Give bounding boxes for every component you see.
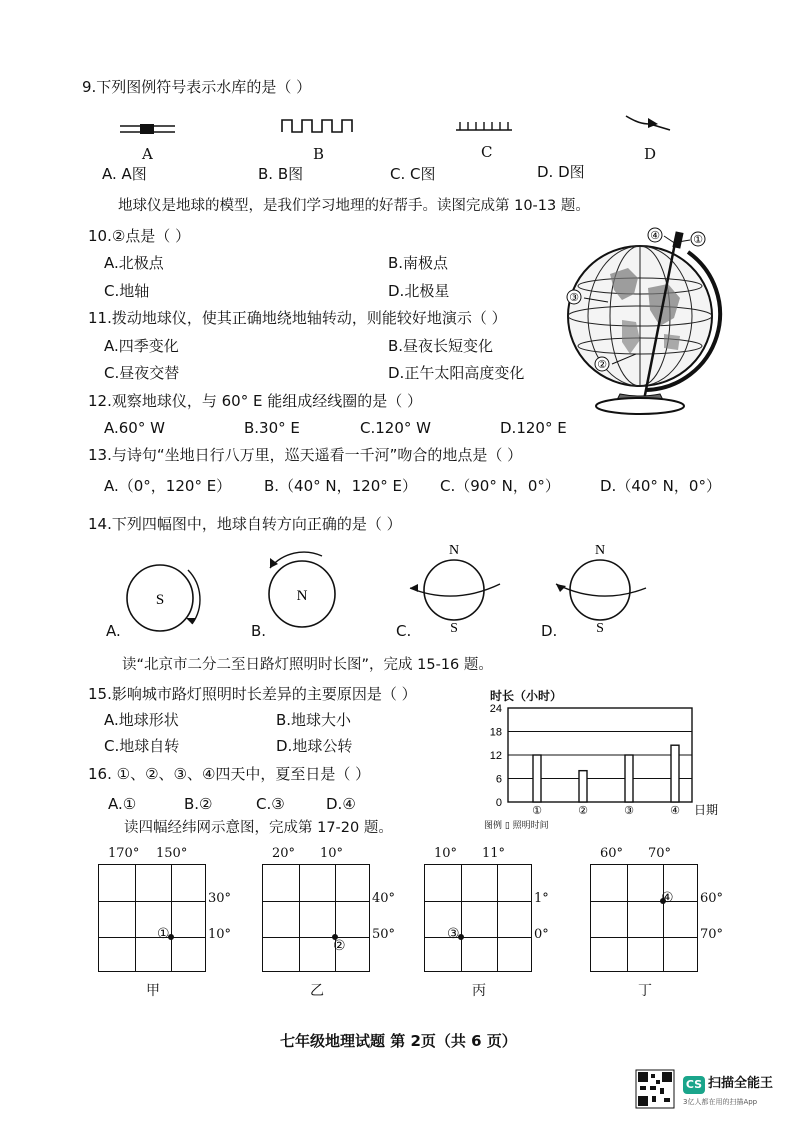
legend-symbol-c bbox=[456, 118, 516, 134]
parallel-line bbox=[263, 901, 369, 902]
q11-option-a: A.四季变化 bbox=[104, 337, 179, 355]
grid-right-label: 50° bbox=[372, 927, 396, 942]
rotation-figure-c bbox=[400, 540, 510, 640]
parallel-line bbox=[425, 901, 531, 902]
meridian-line bbox=[663, 865, 664, 971]
chart-bar bbox=[625, 755, 633, 802]
q13-stem: 13.与诗句“坐地日行八万里，巡天遥看一千河”吻合的地点是（ ） bbox=[88, 446, 523, 464]
rotation-figure-b bbox=[262, 556, 352, 636]
legend-symbol-d bbox=[624, 112, 674, 134]
q15-option-d: D.地球公转 bbox=[276, 737, 353, 755]
globe-marker-4: ④ bbox=[650, 229, 660, 242]
q16-option-a: A.① bbox=[108, 795, 137, 813]
chart-ytick: 6 bbox=[495, 773, 502, 786]
q14-option-d: D. bbox=[541, 622, 558, 640]
chart-ytick: 18 bbox=[489, 726, 502, 739]
scanner-tagline: 3亿人都在用的扫描App bbox=[683, 1098, 758, 1106]
q13-option-d: D.（40° N，0°） bbox=[600, 477, 721, 495]
q14-option-b: B. bbox=[251, 622, 267, 640]
lat-lon-grid-1 bbox=[98, 864, 206, 972]
scanner-app-name: 扫描全能王 bbox=[708, 1076, 774, 1091]
globe-figure bbox=[560, 224, 730, 414]
chart-bar bbox=[579, 771, 587, 802]
q11-option-b: B.昼夜长短变化 bbox=[388, 337, 494, 355]
q15-option-a: A.地球形状 bbox=[104, 711, 179, 729]
lighting-hours-chart bbox=[470, 700, 730, 840]
q13-option-b: B.（40° N，120° E） bbox=[264, 477, 418, 495]
grid-name: 甲 bbox=[146, 983, 160, 999]
q9-figure-label-d: D bbox=[644, 145, 657, 163]
pole-label-c-top: N bbox=[448, 543, 460, 558]
q10-option-a: A.北极点 bbox=[104, 254, 164, 272]
grid-top-label: 10° bbox=[320, 846, 344, 861]
grid-right-label: 60° bbox=[700, 891, 724, 906]
q15-option-b: B.地球大小 bbox=[276, 711, 352, 729]
chart-ytick: 0 bbox=[495, 797, 502, 809]
legend-symbol-b bbox=[282, 116, 356, 136]
intro-10-13: 地球仪是地球的模型，是我们学习地理的好帮手。读图完成第 10-13 题。 bbox=[118, 198, 590, 214]
grid-right-label: 30° bbox=[208, 891, 232, 906]
q9-option-c: C. C图 bbox=[390, 165, 436, 183]
q12-stem: 12.观察地球仪，与 60° E 能组成经线圈的是（ ） bbox=[88, 392, 422, 410]
grid-top-label: 150° bbox=[156, 846, 188, 861]
pole-label-d-top: N bbox=[594, 543, 606, 558]
grid-top-label: 60° bbox=[600, 846, 624, 861]
chart-xtick: ① bbox=[532, 805, 542, 817]
chart-bar bbox=[671, 745, 679, 802]
grid-top-label: 20° bbox=[272, 846, 296, 861]
q12-option-c: C.120° W bbox=[360, 419, 431, 437]
parallel-line bbox=[425, 937, 531, 938]
parallel-line bbox=[99, 937, 205, 938]
q16-option-b: B.② bbox=[184, 795, 213, 813]
chart-legend: 图例 ▯ 照明时间 bbox=[484, 821, 549, 831]
q12-option-a: A.60° W bbox=[104, 419, 165, 437]
q10-stem: 10.②点是（ ） bbox=[88, 227, 191, 245]
q15-stem: 15.影响城市路灯照明时长差异的主要原因是（ ） bbox=[88, 685, 417, 703]
globe-marker-1: ① bbox=[693, 233, 703, 246]
grid-right-label: 10° bbox=[208, 927, 232, 942]
globe-marker-2: ② bbox=[597, 358, 607, 371]
chart-bar bbox=[533, 755, 541, 802]
meridian-line bbox=[335, 865, 336, 971]
q9-option-b: B. B图 bbox=[258, 165, 304, 183]
pole-label-c-bottom: S bbox=[450, 621, 458, 636]
rotation-figure-a bbox=[122, 560, 212, 636]
meridian-line bbox=[171, 865, 172, 971]
grid-marker: ② bbox=[333, 938, 346, 954]
q16-option-d: D.④ bbox=[326, 795, 356, 813]
camscanner-logo: CS bbox=[683, 1076, 705, 1094]
meridian-line bbox=[135, 865, 136, 971]
q12-option-d: D.120° E bbox=[500, 419, 567, 437]
globe-marker-3: ③ bbox=[569, 291, 579, 304]
meridian-line bbox=[497, 865, 498, 971]
q9-figure-label-b: B bbox=[313, 145, 325, 163]
legend-symbol-a bbox=[120, 118, 180, 138]
q13-option-c: C.（90° N，0°） bbox=[440, 477, 560, 495]
q9-option-d: D. D图 bbox=[537, 163, 585, 181]
grid-top-label: 70° bbox=[648, 846, 672, 861]
grid-marker: ③ bbox=[447, 926, 460, 942]
rotation-figure-d bbox=[546, 540, 656, 640]
grid-right-label: 1° bbox=[534, 891, 549, 906]
lat-lon-grid-2 bbox=[262, 864, 370, 972]
q9-figure-label-c: C bbox=[481, 143, 493, 161]
grid-top-label: 170° bbox=[108, 846, 140, 861]
chart-ylabel: 时长（小时） bbox=[490, 689, 563, 703]
q9-figure-label-a: A bbox=[142, 145, 153, 163]
chart-xtick: ③ bbox=[624, 805, 634, 817]
parallel-line bbox=[263, 937, 369, 938]
chart-xlabel: 日期 bbox=[694, 803, 719, 817]
qr-code-icon bbox=[636, 1070, 674, 1108]
parallel-line bbox=[99, 901, 205, 902]
parallel-line bbox=[591, 937, 697, 938]
q13-option-a: A.（0°，120° E） bbox=[104, 477, 232, 495]
grid-top-label: 11° bbox=[482, 846, 506, 861]
grid-right-label: 0° bbox=[534, 927, 549, 942]
q15-option-c: C.地球自转 bbox=[104, 737, 180, 755]
intro-15-16: 读“北京市二分二至日路灯照明时长图”，完成 15-16 题。 bbox=[122, 657, 493, 673]
pole-label-d-bottom: S bbox=[596, 621, 604, 636]
q14-option-a: A. bbox=[106, 622, 121, 640]
q14-stem: 14.下列四幅图中，地球自转方向正确的是（ ） bbox=[88, 515, 402, 533]
pole-label-b: N bbox=[296, 588, 308, 604]
q14-option-c: C. bbox=[396, 622, 412, 640]
meridian-line bbox=[627, 865, 628, 971]
pole-label-a: S bbox=[155, 592, 165, 608]
chart-ytick: 24 bbox=[489, 703, 502, 715]
chart-xtick: ② bbox=[578, 805, 588, 817]
q10-option-b: B.南极点 bbox=[388, 254, 449, 272]
meridian-line bbox=[299, 865, 300, 971]
q10-option-d: D.北极星 bbox=[388, 282, 450, 300]
lat-lon-grid-4 bbox=[590, 864, 698, 972]
chart-ytick: 12 bbox=[489, 750, 502, 762]
q16-option-c: C.③ bbox=[256, 795, 285, 813]
q16-stem: 16. ①、②、③、④四天中，夏至日是（ ） bbox=[88, 765, 371, 783]
grid-name: 乙 bbox=[310, 983, 324, 999]
intro-17-20: 读四幅经纬网示意图，完成第 17-20 题。 bbox=[124, 820, 393, 836]
chart-xtick: ④ bbox=[670, 805, 680, 817]
grid-name: 丁 bbox=[638, 983, 652, 999]
q12-option-b: B.30° E bbox=[244, 419, 300, 437]
grid-name: 丙 bbox=[472, 983, 486, 999]
grid-right-label: 70° bbox=[700, 927, 724, 942]
page-footer: 七年级地理试题 第 2页（共 6 页） bbox=[280, 1032, 517, 1050]
q11-stem: 11.拨动地球仪，使其正确地绕地轴转动，则能较好地演示（ ） bbox=[88, 309, 507, 327]
grid-right-label: 40° bbox=[372, 891, 396, 906]
q9-stem: 9.下列图例符号表示水库的是（ ） bbox=[82, 78, 312, 96]
lat-lon-grid-3 bbox=[424, 864, 532, 972]
meridian-line bbox=[461, 865, 462, 971]
q11-option-d: D.正午太阳高度变化 bbox=[388, 364, 525, 382]
q10-option-c: C.地轴 bbox=[104, 282, 150, 300]
grid-marker: ① bbox=[157, 926, 170, 942]
q11-option-c: C.昼夜交替 bbox=[104, 364, 180, 382]
q9-option-a: A. A图 bbox=[102, 165, 147, 183]
grid-top-label: 10° bbox=[434, 846, 458, 861]
parallel-line bbox=[591, 901, 697, 902]
grid-marker: ④ bbox=[661, 890, 674, 906]
